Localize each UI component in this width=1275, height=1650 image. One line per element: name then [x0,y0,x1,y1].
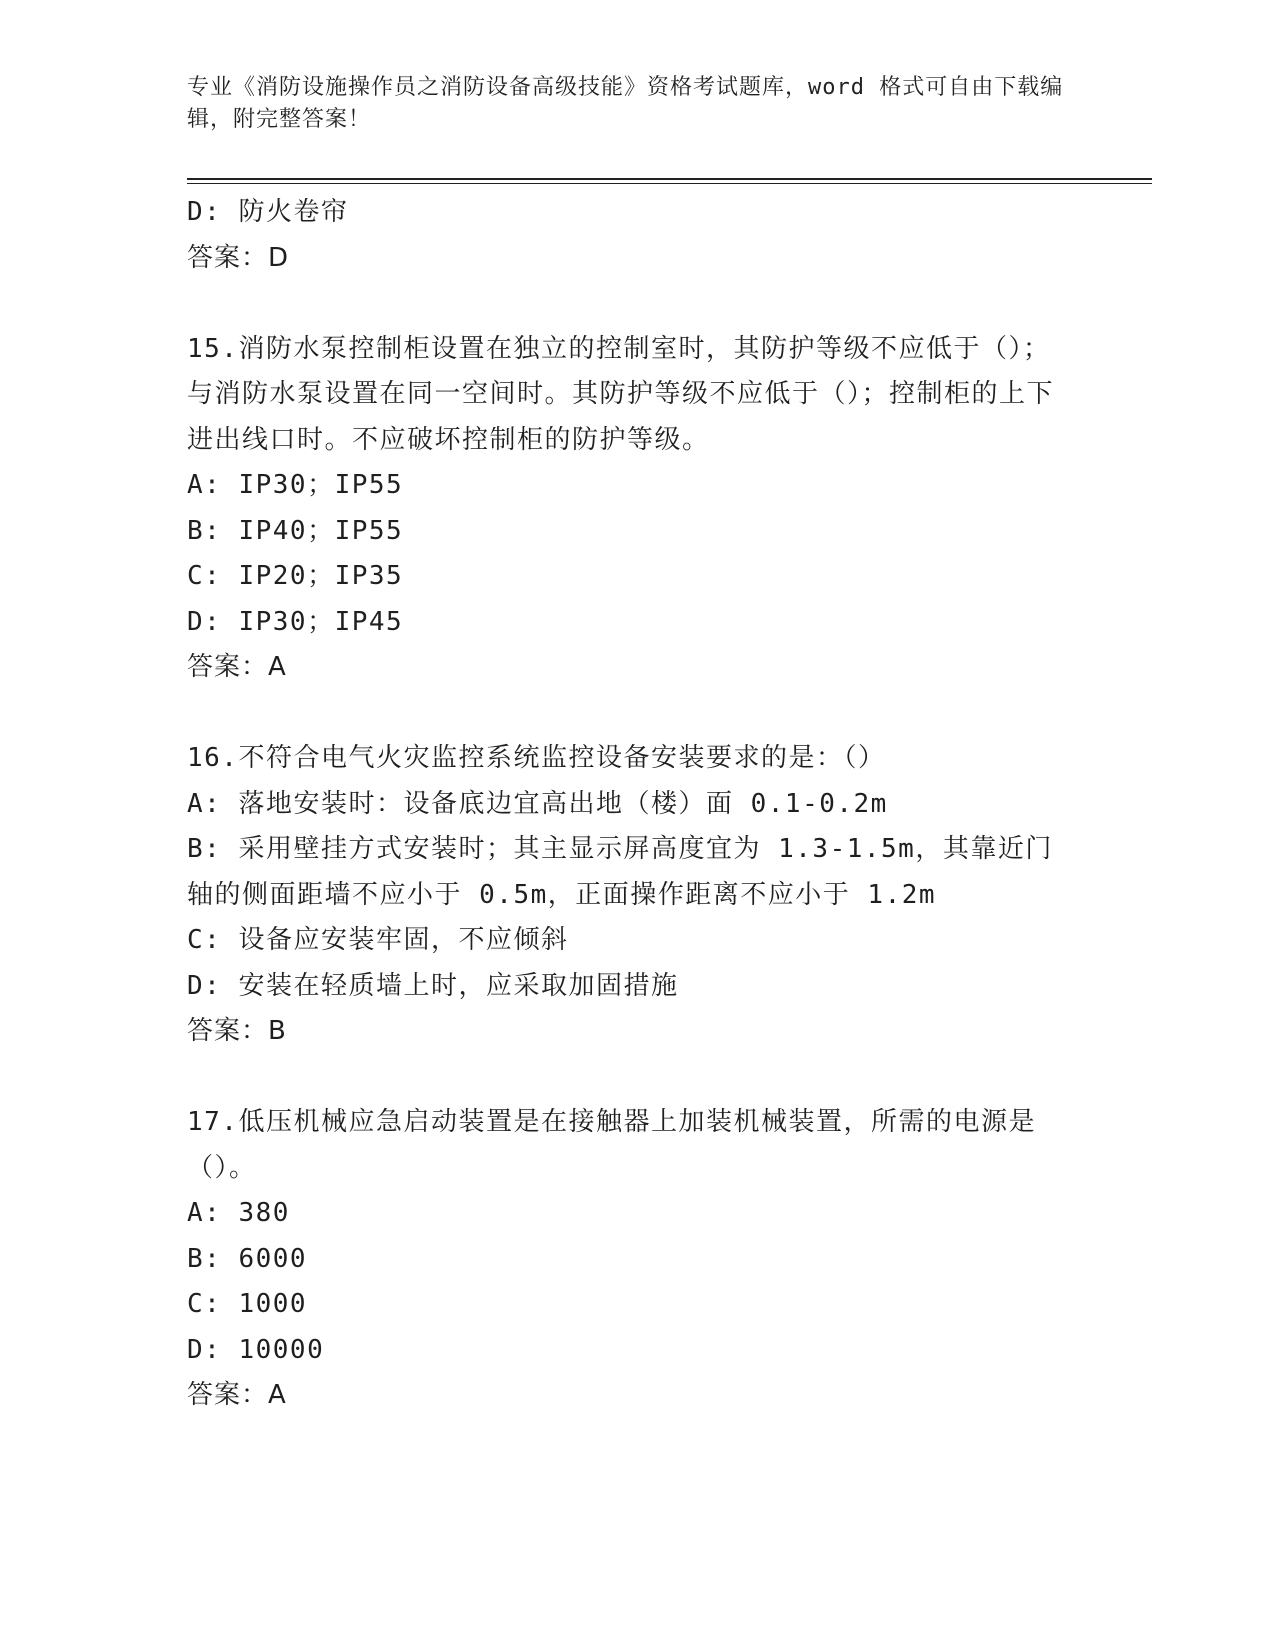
spacer [187,281,1152,327]
carryover-option-d: D: 防火卷帘 [187,197,349,227]
answer: 答案：B [187,1016,287,1046]
question-list [187,190,1152,1419]
option-a: A: 落地安装时：设备底边宜高出地（楼）面 0.1-0.2m [187,788,888,819]
option-d: D: IP30；IP45 [187,606,404,637]
option-b: B: 6000 [187,1243,308,1274]
option-b: B: 采用壁挂方式安装时；其主显示屏高度宜为 1.3-1.5m，其靠近门轴的侧面距墙不应小于 0.5m，正面操作距离不应小于 1.2m [187,834,1053,910]
spacer [187,691,1152,737]
header-divider [187,178,1152,180]
option-c: C: 1000 [187,1289,308,1319]
question-stem: 16.不符合电气火灾监控系统监控设备安装要求的是：（） [187,743,886,773]
option-c: C: 设备应安装牢固，不应倾斜 [187,925,569,955]
option-b: B: IP40；IP55 [187,515,404,546]
answer: 答案：A [187,1380,287,1410]
option-a: A: 380 [187,1198,290,1228]
header-note: 专业《消防设施操作员之消防设备高级技能》资格考试题库，word 格式可自由下载编辑，附完整答案！ [187,75,1064,132]
option-c: C: IP20；IP35 [187,561,404,591]
carryover-answer: 答案：D [187,242,290,273]
answer: 答案：A [187,652,287,682]
option-a: A: IP30；IP55 [187,470,404,500]
spacer [187,1055,1152,1101]
option-d: D: 10000 [187,1334,325,1365]
question-stem: 17.低压机械应急启动装置是在接触器上加装机械装置，所需的电源是（）。 [187,1107,1036,1183]
question-17 [187,1100,1152,1419]
question-stem: 15.消防水泵控制柜设置在独立的控制室时，其防护等级不应低于（）；与消防水泵设置在同一空间时。其防护等级不应低于（）；控制柜的上下进出线口时。不应破坏控制柜的防护等级。 [187,333,1055,455]
question-15 [187,327,1152,691]
document-page [187,72,1152,1419]
question-16 [187,736,1152,1055]
option-d: D: 安装在轻质墙上时，应采取加固措施 [187,970,679,1001]
